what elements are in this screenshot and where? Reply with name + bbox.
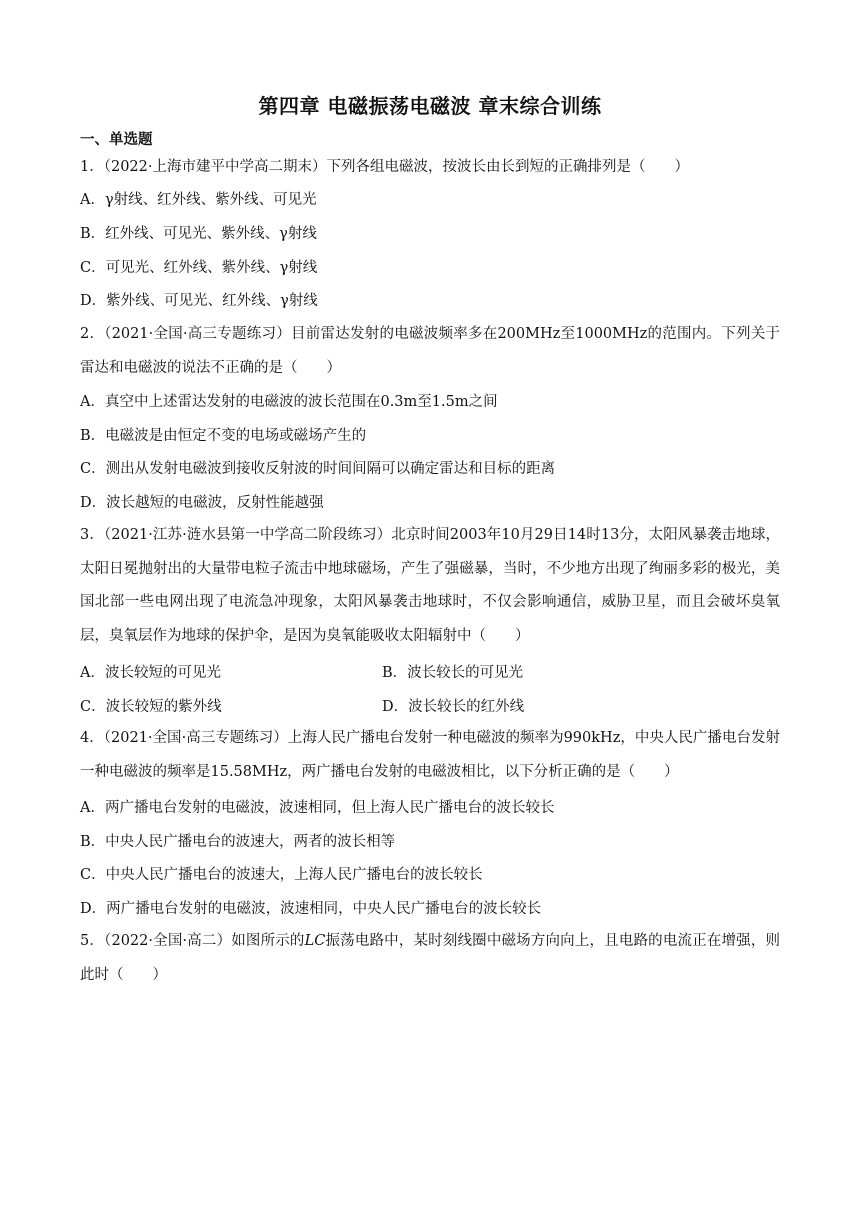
question-4-option-c: C．中央人民广播电台的波速大，上海人民广播电台的波长较长 — [80, 867, 483, 883]
question-4-option-d: D．两广播电台发射的电磁波，波速相同，中央人民广播电台的波长较长 — [80, 901, 542, 917]
question-2-option-a: A．真空中上述雷达发射的电磁波的波长范围在0.3m至1.5m之间 — [80, 394, 498, 410]
question-3-option-b: B．波长较长的可见光 — [382, 665, 524, 681]
question-4-option-a: A．两广播电台发射的电磁波，波速相同，但上海人民广播电台的波长较长 — [80, 800, 555, 816]
question-2-option-d: D．波长越短的电磁波，反射性能越强 — [80, 495, 324, 511]
question-2-option-c: C．测出从发射电磁波到接收反射波的时间间隔可以确定雷达和目标的距离 — [80, 461, 556, 477]
question-2-option-b: B．电磁波是由恒定不变的电场或磁场产生的 — [80, 428, 367, 444]
question-1-option-a: A．γ射线、红外线、紫外线、可见光 — [80, 192, 317, 208]
question-1-option-b: B．红外线、可见光、紫外线、γ射线 — [80, 226, 317, 242]
question-4-option-b: B．中央人民广播电台的波速大，两者的波长相等 — [80, 834, 396, 850]
question-5-stem-suffix: 振荡电路中，某时刻线圈中磁场方向向上，且电路的电流正在增强，则此时（ ） — [80, 933, 780, 983]
question-3-stem: 3．（2021·江苏·涟水县第一中学高二阶段练习）北京时间2003年10月29日14时13分，太阳风暴袭击地球，太阳日冕抛射出的大量带电粒子流击中地球磁场，产生了强磁暴，当时，不少地方出现了绚丽多彩的极光，美国北部一些电网出现了电流急冲现象，太阳风暴袭击地球时，不仅会影响通信，威胁卫星，而且会破坏臭氧层，臭氧层作为地球的保护伞，是因为臭氧能吸收太阳辐射中（ ） — [80, 527, 780, 644]
question-5-stem — [80, 925, 780, 992]
question-5-stem-italic: LC — [304, 933, 326, 949]
question-3-option-d: D．波长较长的红外线 — [382, 699, 525, 715]
question-2-stem: 2．（2021·全国·高三专题练习）目前雷达发射的电磁波频率多在200MHz至1000MHz的范围内。下列关于雷达和电磁波的说法不正确的是（ ） — [80, 326, 780, 376]
question-5-stem-prefix: 5．（2022·全国·高二）如图所示的 — [80, 933, 305, 949]
question-1-option-c: C．可见光、红外线、紫外线、γ射线 — [80, 260, 318, 276]
question-4-stem: 4．（2021·全国·高三专题练习）上海人民广播电台发射一种电磁波的频率为990kHz，中央人民广播电台发射一种电磁波的频率是15.58MHz，两广播电台发射的电磁波相比，以下分析正确的是（ ） — [80, 730, 780, 780]
question-3-option-c: C．波长较短的紫外线 — [80, 699, 222, 715]
page-title: 第四章 电磁振荡电磁波 章末综合训练 — [258, 94, 602, 118]
section-heading: 一、单选题 — [80, 132, 153, 148]
question-3-option-a: A．波长较短的可见光 — [80, 665, 221, 681]
question-1-option-d: D．紫外线、可见光、红外线、γ射线 — [80, 293, 318, 309]
question-1-stem: 1．（2022·上海市建平中学高二期末）下列各组电磁波，按波长由长到短的正确排列是（ ） — [80, 159, 689, 175]
